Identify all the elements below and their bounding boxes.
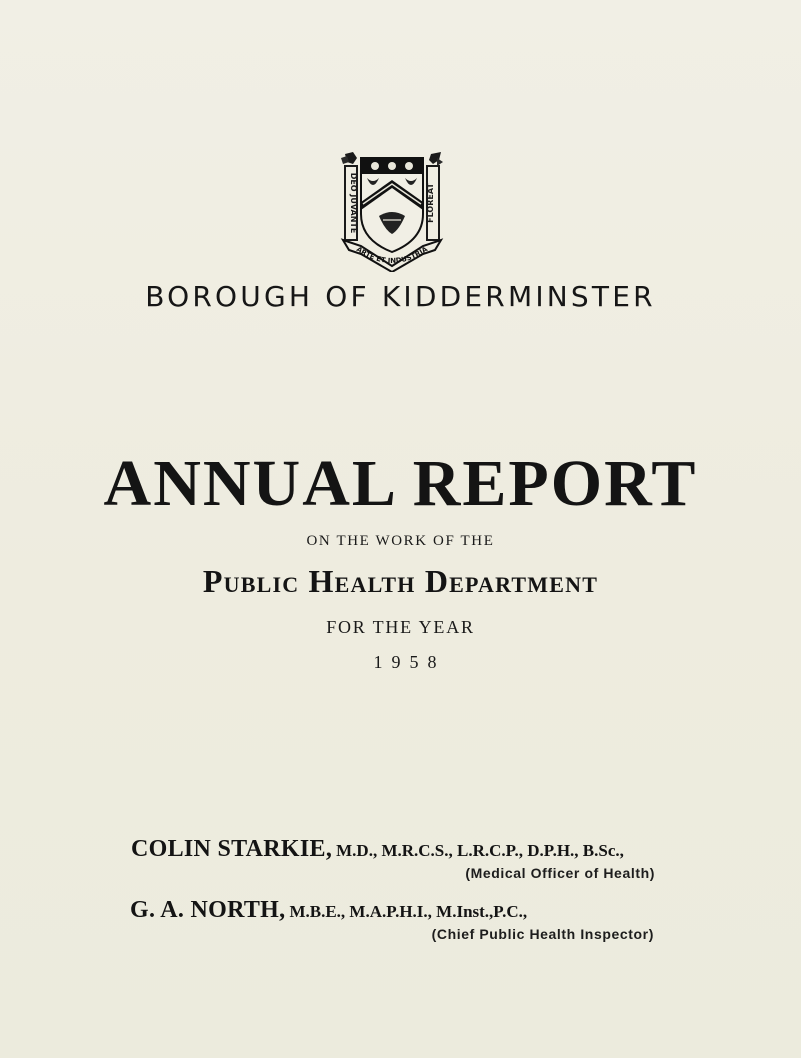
medical-officer-role: (Medical Officer of Health) bbox=[465, 865, 655, 881]
report-subtitle-on-the-work: ON THE WORK OF THE bbox=[306, 533, 495, 549]
svg-text:DEO JUVANTE: DEO JUVANTE bbox=[349, 172, 358, 234]
health-inspector-line bbox=[130, 897, 527, 924]
borough-heading: BOROUGH OF KIDDERMINSTER bbox=[145, 280, 656, 313]
svg-text:FLOREAT: FLOREAT bbox=[426, 183, 435, 223]
for-the-year-label: FOR THE YEAR bbox=[326, 617, 475, 637]
report-title: ANNUAL REPORT bbox=[103, 447, 698, 520]
health-inspector-role: (Chief Public Health Inspector) bbox=[431, 926, 654, 942]
borough-coat-of-arms bbox=[339, 150, 445, 272]
health-inspector-qualifications: M.B.E., M.A.P.H.I., M.Inst.,P.C., bbox=[289, 902, 528, 921]
medical-officer-qualifications: M.D., M.R.C.S., L.R.C.P., D.P.H., B.Sc., bbox=[336, 841, 624, 860]
medical-officer-line bbox=[131, 836, 624, 863]
svg-text:ARTE ET INDUSTRIA: ARTE ET INDUSTRIA bbox=[354, 245, 430, 266]
report-year: 1958 bbox=[373, 652, 446, 672]
medical-officer-name: COLIN STARKIE, bbox=[131, 836, 333, 862]
health-inspector-name: G. A. NORTH, bbox=[130, 897, 286, 923]
department-name: Public Health Department bbox=[202, 563, 599, 599]
